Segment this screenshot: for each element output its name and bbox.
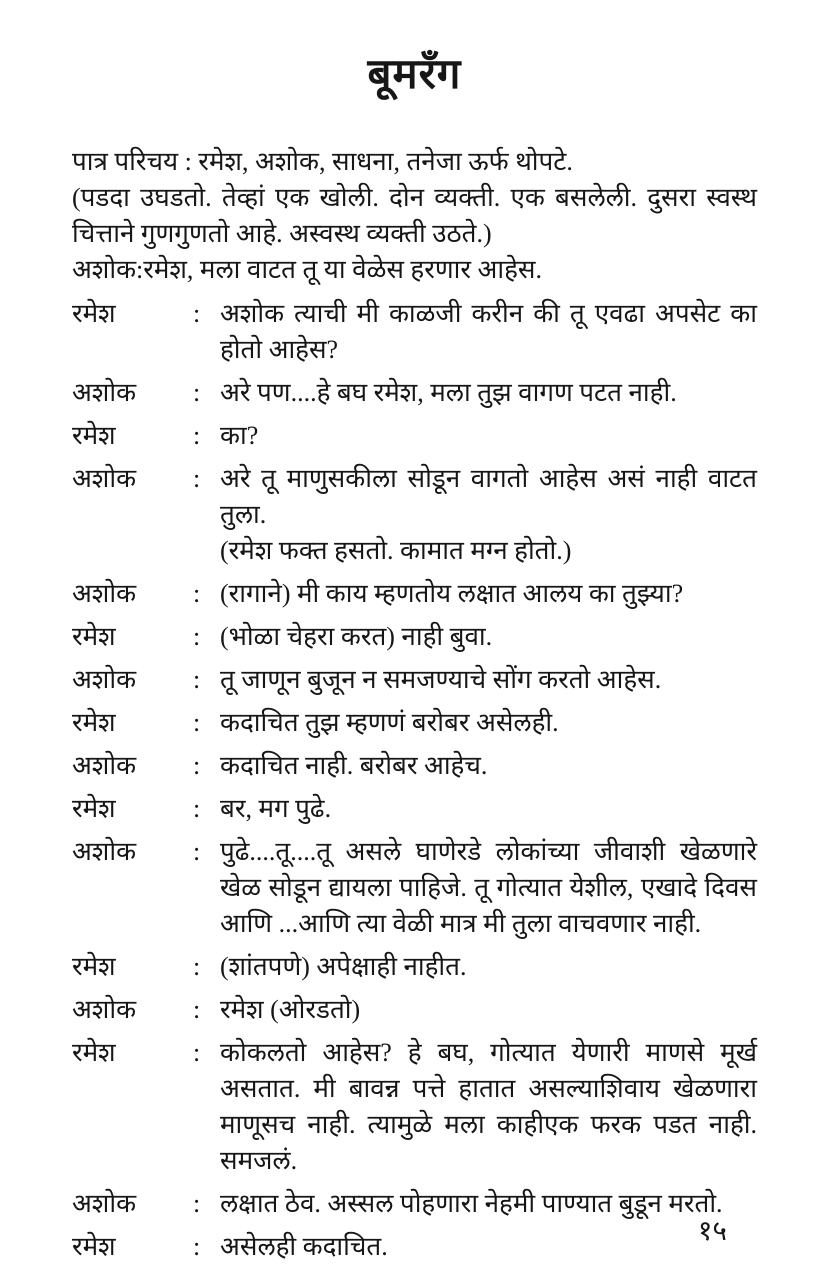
colon-separator: : bbox=[193, 794, 201, 824]
dialogue-text: कदाचित नाही. बरोबर आहेच. bbox=[220, 751, 488, 781]
dialogue-text: (रागाने) मी काय म्हणतोय लक्षात आलय का तुझ्या? bbox=[220, 579, 684, 609]
speaker-name: रमेश bbox=[72, 952, 116, 982]
colon-separator: : bbox=[193, 665, 201, 695]
colon-separator: : bbox=[193, 708, 201, 738]
opening-stage-direction: (पडदा उघडतो. तेव्हां एक खोली. दोन व्यक्ती. एक बसलेली. दुसरा स्वस्थ चित्ताने गुणगुणतो आहे. अस्वस्थ व्यक्ती उठते.) bbox=[72, 183, 757, 249]
speaker-name: अशोक bbox=[72, 378, 137, 408]
dialogue-row bbox=[72, 576, 757, 612]
colon-separator: : bbox=[193, 751, 201, 781]
dialogue-row bbox=[72, 461, 757, 569]
inline-dialogue-line: अशोक:रमेश, मला वाटत तू या वेळेस हरणार आहेस. bbox=[72, 255, 542, 285]
speaker-name: अशोक bbox=[72, 1189, 137, 1219]
dialogue-row bbox=[72, 992, 757, 1028]
speaker-name: अशोक bbox=[72, 751, 137, 781]
dialogue-text: (भोळा चेहरा करत) नाही बुवा. bbox=[220, 622, 493, 652]
dialogue-row bbox=[72, 1229, 757, 1265]
inline-stage-direction: (रमेश फक्त हसतो. कामात मग्न होतो.) bbox=[220, 536, 572, 566]
dialogue-text: तू जाणून बुजून न समजण्याचे सोंग करतो आहेस. bbox=[220, 665, 662, 695]
dialogue-row bbox=[72, 296, 757, 368]
dialogue-text-line: अरे तू माणुसकीला सोडून वागतो आहेस असं नाही वाटत तुला. bbox=[220, 464, 757, 530]
colon-separator: : bbox=[193, 622, 201, 652]
dialogue-text: कदाचित तुझ म्हणणं बरोबर असेलही. bbox=[220, 708, 559, 738]
dialogue-row bbox=[72, 375, 757, 411]
dialogue-row bbox=[72, 791, 757, 827]
dialogue-text: का? bbox=[220, 421, 259, 451]
colon-separator: : bbox=[193, 1232, 201, 1262]
page-title: बूमरँग bbox=[367, 52, 462, 98]
dialogue-text bbox=[220, 461, 757, 569]
dialogue-row bbox=[72, 1035, 757, 1179]
colon-separator: : bbox=[193, 464, 201, 494]
speaker-name: रमेश bbox=[72, 794, 116, 824]
cast-line: पात्र परिचय : रमेश, अशोक, साधना, तनेजा ऊर्फ थोपटे. bbox=[72, 147, 573, 177]
colon-separator: : bbox=[193, 837, 201, 867]
speaker-name: रमेश bbox=[72, 299, 116, 329]
colon-separator: : bbox=[193, 952, 201, 982]
speaker-name: अशोक bbox=[72, 665, 137, 695]
colon-separator: : bbox=[193, 299, 201, 329]
dialogue-text: असेलही कदाचित. bbox=[220, 1232, 388, 1262]
dialogue-text: बर, मग पुढे. bbox=[220, 794, 332, 824]
speaker-name: अशोक bbox=[72, 995, 137, 1025]
colon-separator: : bbox=[193, 1189, 201, 1219]
colon-separator: : bbox=[193, 579, 201, 609]
dialogue-row bbox=[72, 748, 757, 784]
dialogue-row bbox=[72, 1186, 757, 1222]
dialogue-text: (शांतपणे) अपेक्षाही नाहीत. bbox=[220, 952, 467, 982]
speaker-name: रमेश bbox=[72, 708, 116, 738]
page-number: १५ bbox=[697, 1216, 727, 1247]
page-body bbox=[72, 144, 757, 1265]
speaker-name: रमेश bbox=[72, 1038, 116, 1068]
dialogue-text: कोकलतो आहेस? हे बघ, गोत्यात येणारी माणसे मूर्ख असतात. मी बावन्न पत्ते हातात असल्याशिवाय खेळणारा माणूसच नाही. त्यामुळे मला काहीएक फरक पडत नाही. समजलं. bbox=[220, 1038, 757, 1176]
colon-separator: : bbox=[193, 421, 201, 451]
dialogue-row bbox=[72, 834, 757, 942]
dialogue-text: लक्षात ठेव. अस्सल पोहणारा नेहमी पाण्यात बुडून मरतो. bbox=[220, 1189, 723, 1219]
speaker-name: रमेश bbox=[72, 622, 116, 652]
dialogue-row bbox=[72, 418, 757, 454]
dialogue-text: अरे पण....हे बघ रमेश, मला तुझ वागण पटत नाही. bbox=[220, 378, 677, 408]
speaker-name: रमेश bbox=[72, 421, 116, 451]
dialogue-row bbox=[72, 705, 757, 741]
speaker-name: अशोक bbox=[72, 837, 137, 867]
speaker-name: अशोक bbox=[72, 464, 137, 494]
dialogue-text: अशोक त्याची मी काळजी करीन की तू एवढा अपसेट का होतो आहेस? bbox=[220, 299, 757, 365]
dialogue-text: पुढे....तू....तू असले घाणेरडे लोकांच्या जीवाशी खेळणारे खेळ सोडून द्यायला पाहिजे. तू गोत्यात येशील, एखादे दिवस आणि ...आणि त्या वेळी मात्र मी तुला वाचवणार नाही. bbox=[220, 837, 757, 939]
dialogue-row bbox=[72, 662, 757, 698]
dialogue-text: रमेश (ओरडतो) bbox=[220, 995, 361, 1025]
colon-separator: : bbox=[193, 378, 201, 408]
speaker-name: अशोक bbox=[72, 579, 137, 609]
dialogue-row bbox=[72, 949, 757, 985]
dialogue-row bbox=[72, 619, 757, 655]
speaker-name: रमेश bbox=[72, 1232, 116, 1262]
colon-separator: : bbox=[193, 1038, 201, 1068]
colon-separator: : bbox=[193, 995, 201, 1025]
